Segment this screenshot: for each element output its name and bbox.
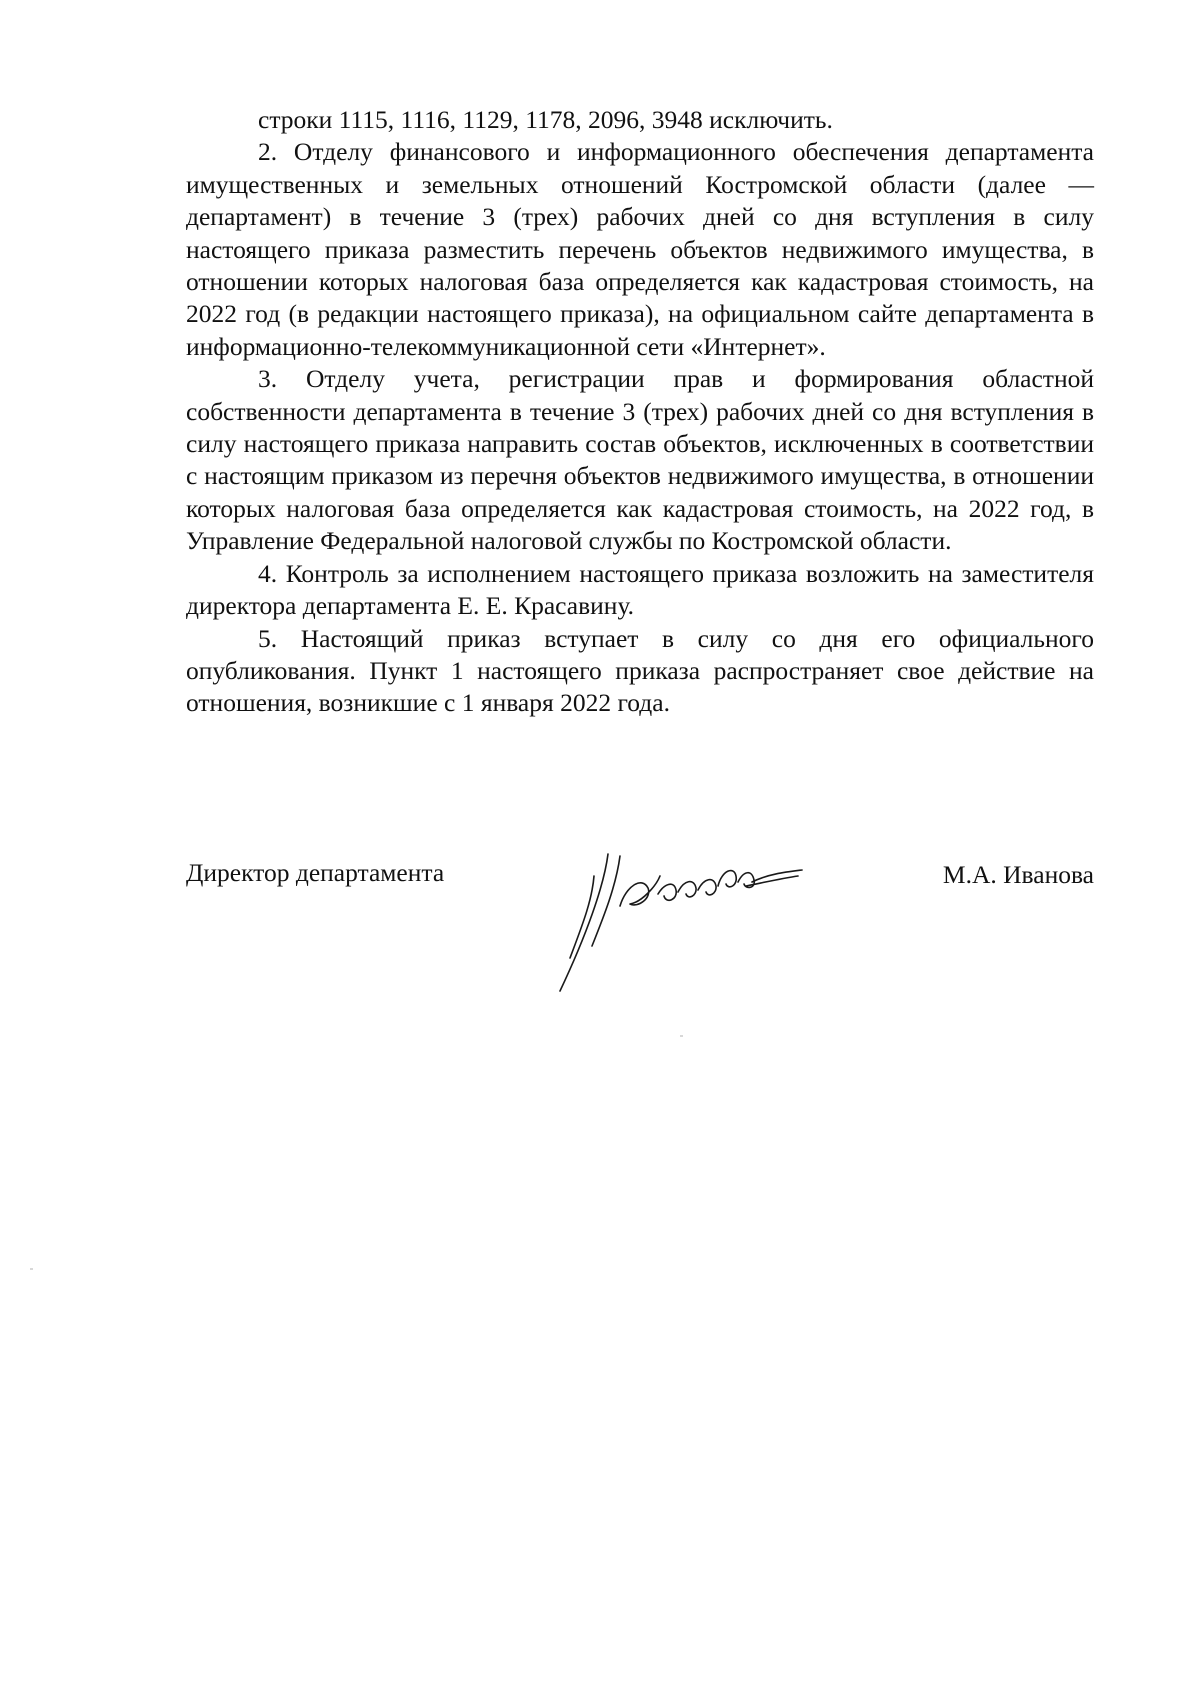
- handwritten-signature: [546, 846, 806, 996]
- signatory-title: Директор департамента: [186, 858, 445, 887]
- signatory-name: М.А. Иванова: [942, 860, 1094, 889]
- signature-block: [186, 858, 1094, 998]
- paragraph-3: 3. Отделу учета, регистрации прав и формирования областной собственности департамента в течение 3 (трех) рабочих дней со дня вступления в силу настоящего приказа направить состав объектов, исключенных в соответствии с настоящим приказом из перечня объектов недвижимого имущества, в отношении которых налоговая база определяется как кадастровая стоимость, на 2022 год, в Управление Федеральной налоговой службы по Костромской области.: [186, 364, 1094, 556]
- paragraph-5: 5. Настоящий приказ вступает в силу со дня его официального опубликования. Пункт 1 настоящего приказа распространяет свое действие на отношения, возникшие с 1 января 2022 года.: [186, 623, 1094, 718]
- scan-speck: [30, 1268, 33, 1270]
- paragraph-4: 4. Контроль за исполнением настоящего приказа возложить на заместителя директора департамента Е. Е. Красавину.: [186, 558, 1094, 621]
- paragraph-1-continuation: строки 1115, 1116, 1129, 1178, 2096, 3948 исключить.: [258, 105, 833, 134]
- scan-speck: [680, 1035, 683, 1037]
- document-body: [186, 104, 1094, 720]
- paragraph-2: 2. Отделу финансового и информационного обеспечения департамента имущественных и земельных отношений Костромской области (далее — департамент) в течение 3 (трех) рабочих дней со дня вступления в силу настоящего приказа разместить перечень объектов недвижимого имущества, в отношении которых налоговая база определяется как кадастровая стоимость, на 2022 год (в редакции настоящего приказа), на официальном сайте департамента в информационно-телекоммуникационной сети «Интернет».: [186, 137, 1094, 361]
